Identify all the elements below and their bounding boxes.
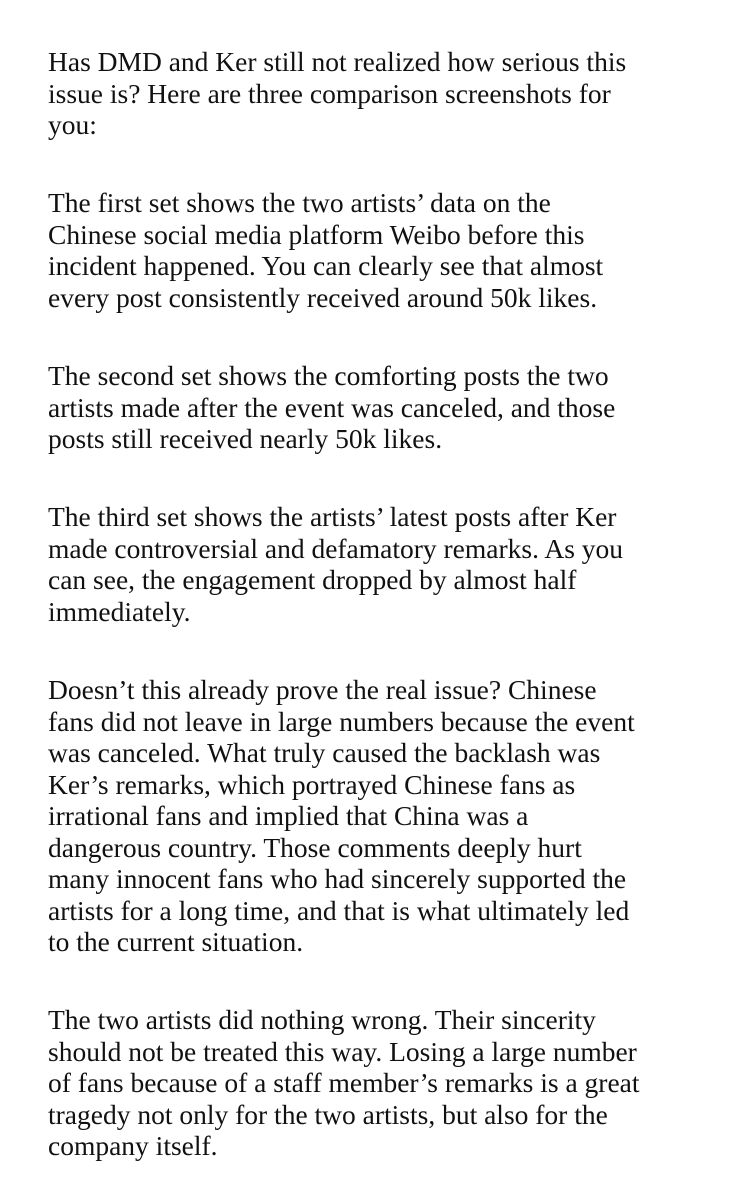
paragraph-third-set: [48, 501, 724, 627]
text-line: Ker’s remarks, which portrayed Chinese fans as: [48, 768, 576, 800]
text-line: was canceled. What truly caused the backlash was: [48, 737, 601, 768]
text-line: artists made after the event was canceled, and those: [48, 391, 616, 423]
text-line: made controversial and defamatory remarks. As you: [48, 532, 624, 564]
text-line: every post consistently received around 50k likes.: [48, 281, 598, 313]
text-line: Has DMD and Ker still not realized how serious this: [48, 46, 627, 77]
text-line: The first set shows the two artists’ data on the: [48, 187, 551, 218]
text-line: incident happened. You can clearly see that almost: [48, 250, 604, 281]
text-line: tragedy not only for the two artists, but also for the: [48, 1098, 608, 1130]
text-line: immediately.: [48, 595, 191, 627]
text-line: many innocent fans who had sincerely supported the: [48, 863, 627, 894]
text-line: posts still received nearly 50k likes.: [48, 423, 443, 454]
text-line: can see, the engagement dropped by almost half: [48, 564, 577, 595]
text-line: to the current situation.: [48, 926, 304, 957]
text-line: Doesn’t this already prove the real issue? Chinese: [48, 674, 597, 705]
text-line: dangerous country. Those comments deeply hurt: [48, 831, 582, 863]
paragraph-real-issue: [48, 674, 724, 958]
text-line: The two artists did nothing wrong. Their sincerity: [48, 1004, 596, 1035]
text-line: should not be treated this way. Losing a large number: [48, 1035, 637, 1067]
text-line: irrational fans and implied that China was a: [48, 800, 529, 831]
text-line: of fans because of a staff member’s remarks is a great: [48, 1067, 640, 1098]
paragraph-first-set: [48, 187, 724, 313]
text-line: fans did not leave in large numbers because the event: [48, 705, 635, 737]
paragraph-intro: [48, 46, 724, 141]
paragraph-conclusion: [48, 1004, 724, 1162]
text-line: The second set shows the comforting posts the two: [48, 360, 609, 391]
text-line: Chinese social media platform Weibo before this: [48, 218, 585, 250]
text-line: company itself.: [48, 1130, 218, 1161]
text-line: The third set shows the artists’ latest posts after Ker: [48, 501, 617, 532]
text-line: artists for a long time, and that is what ultimately led: [48, 894, 630, 926]
text-line: issue is? Here are three comparison screenshots for: [48, 77, 611, 109]
paragraph-second-set: [48, 360, 724, 455]
text-line: you:: [48, 109, 97, 140]
